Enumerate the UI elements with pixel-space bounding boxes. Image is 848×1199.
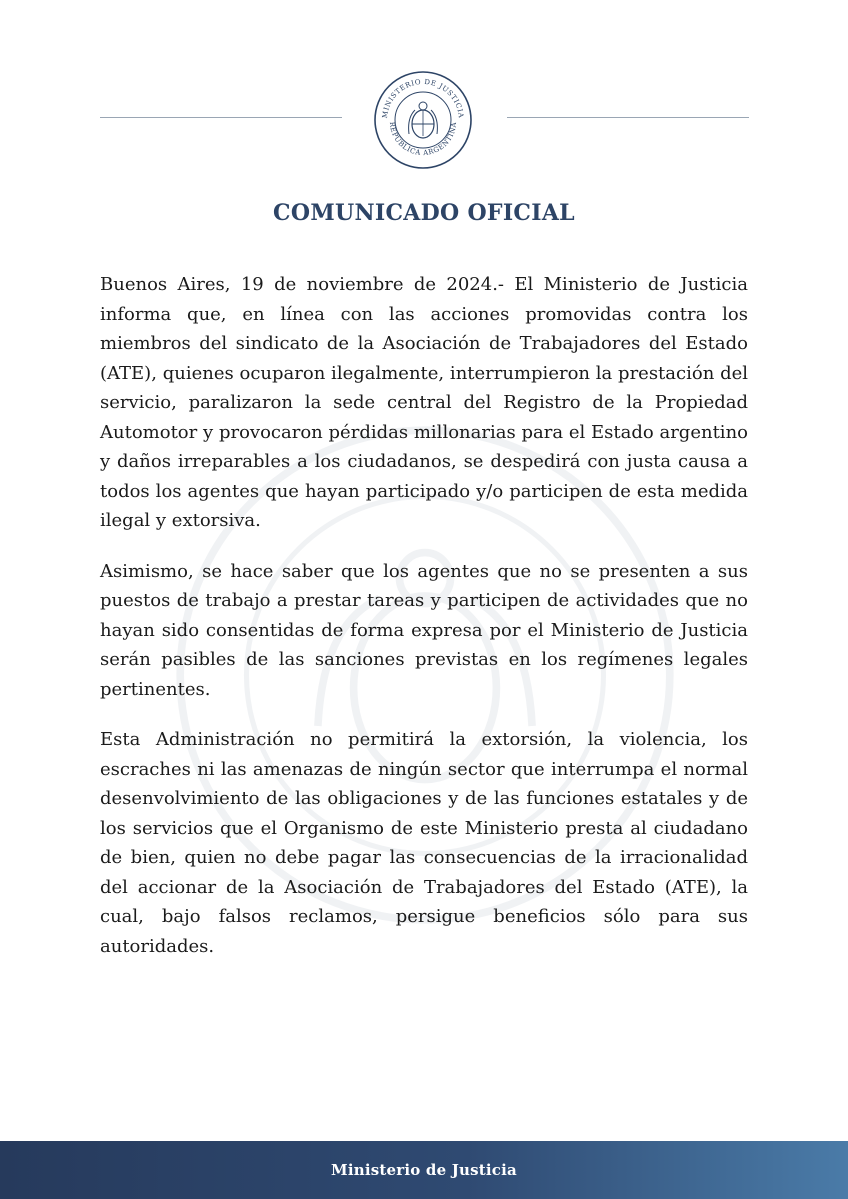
header <box>0 70 848 170</box>
document-body <box>100 270 748 982</box>
footer-bar <box>0 1141 848 1199</box>
paragraph-3: Esta Administración no permitirá la extorsión, la violencia, los escraches ni las amenazas de ningún sector que interrumpa el normal desenvolvimiento de las obligaciones y de las funciones estatales y de los servicios que el Organismo de este Ministerio presta al ciudadano de bien, quien no debe pagar las consecuencias de la irracionalidad del accionar de la Asociación de Trabajadores del Estado (ATE), la cual, bajo falsos reclamos, persigue beneficios sólo para sus autoridades. <box>100 729 748 957</box>
document-title: COMUNICADO OFICIAL <box>273 200 575 226</box>
header-rule-left <box>100 117 342 118</box>
seal-text-bottom: REPÚBLICA ARGENTINA <box>387 121 459 158</box>
footer-label: Ministerio de Justicia <box>331 1161 517 1179</box>
paragraph-2: Asimismo, se hace saber que los agentes que no se presenten a sus puestos de trabajo a prestar tareas y participen de actividades que no hayan sido consentidas de forma expresa por el Ministerio de Justicia serán pasibles de las sanciones previstas en los regímenes legales pertinentes. <box>100 560 748 700</box>
coat-of-arms-icon <box>373 70 473 170</box>
seal-text-top: MINISTERIO DE JUSTICIA <box>380 77 466 119</box>
paragraph-1: Buenos Aires, 19 de noviembre de 2024.- El Ministerio de Justicia informa que, en línea con las acciones promovidas contra los miembros del sindicato de la Asociación de Trabajadores del Estado (ATE), quienes ocuparon ilegalmente, interrumpieron la prestación del servicio, paralizaron la sede central del Registro de la Propiedad Automotor y provocaron pérdidas millonarias para el Estado argentino y daños irreparables a los ciudadanos, se despedirá con justa causa a todos los agentes que hayan participado y/o participen de esta medida ilegal y extorsiva. <box>100 274 748 531</box>
header-rule-right <box>507 117 749 118</box>
